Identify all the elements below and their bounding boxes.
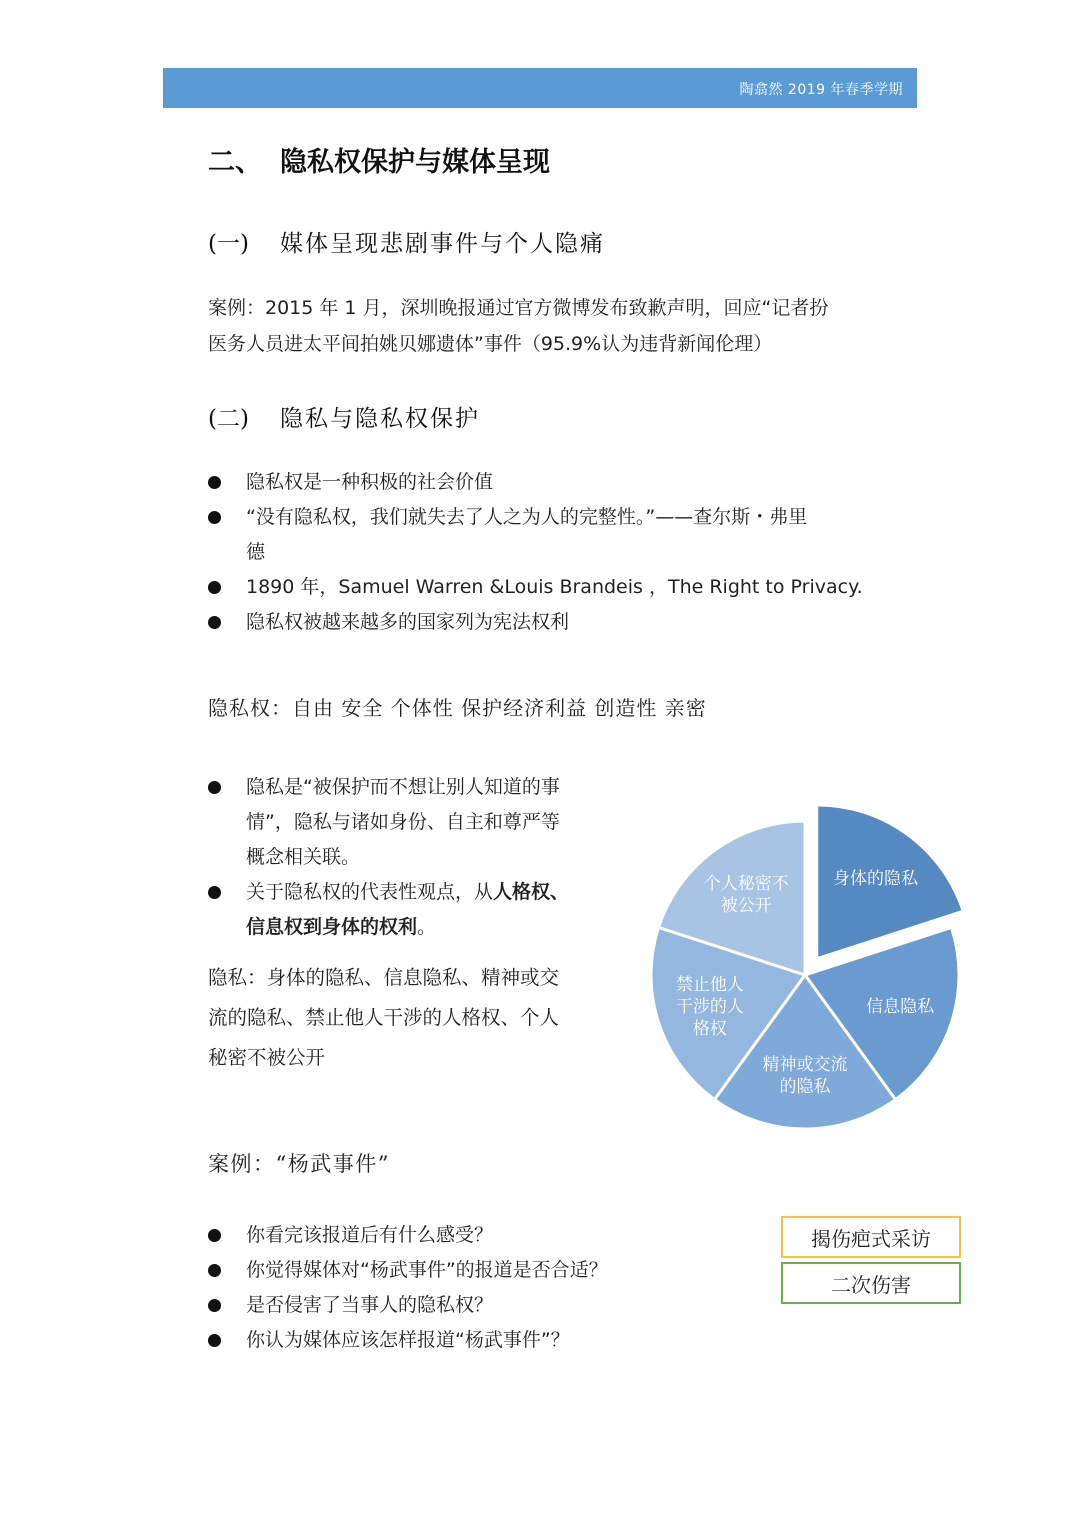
definition-line: 秘密不被公开 xyxy=(208,1046,326,1069)
pie-slice-label: 信息隐私 xyxy=(866,996,935,1017)
bullet-icon xyxy=(208,511,221,524)
tag-box-secondary-harm: 二次伤害 xyxy=(781,1262,961,1304)
section-number: 二、 xyxy=(208,147,262,178)
privacy-bullet-list xyxy=(208,465,920,640)
definition-line: 流的隐私、禁止他人干涉的人格权、个人 xyxy=(208,1006,560,1029)
list-item-text: 隐私权是一种积极的社会价值 xyxy=(246,471,494,493)
privacy-definition xyxy=(208,958,628,1078)
case-line-1: 案例：2015 年 1 月，深圳晚报通过官方微博发布致歉声明，回应“记者扮 xyxy=(208,297,829,319)
question-text: 你认为媒体应该怎样报道“杨武事件”？ xyxy=(246,1329,570,1351)
bullet-icon xyxy=(208,781,221,794)
pie-slice-label: 精神或交流的隐私 xyxy=(762,1055,848,1097)
bullet-icon xyxy=(208,476,221,489)
pie-slice-label: 禁止他人干涉的人格权 xyxy=(675,974,744,1039)
privacy-values-line: 隐私权：自由 安全 个体性 保护经济利益 创造性 亲密 xyxy=(208,696,707,720)
bullet-icon xyxy=(208,1299,221,1312)
list-item xyxy=(208,770,618,875)
bullet-icon xyxy=(208,1334,221,1347)
subheading-2-number: (二) xyxy=(208,406,249,432)
bold-text: 信息权到身体的权利 xyxy=(246,916,418,938)
subheading-1 xyxy=(208,225,605,258)
list-item-line: 隐私是“被保护而不想让别人知道的事 xyxy=(246,776,560,798)
privacy-pie-chart xyxy=(640,795,980,1145)
section-title: 隐私权保护与媒体呈现 xyxy=(280,147,550,178)
list-item xyxy=(208,875,618,945)
list-item-line: 概念相关联。 xyxy=(246,846,361,868)
bullet-icon xyxy=(208,1229,221,1242)
bullet-icon xyxy=(208,886,221,899)
case-line-2: 医务人员进太平间拍姚贝娜遗体”事件（95.9%认为违背新闻伦理） xyxy=(208,333,773,355)
question-list xyxy=(208,1218,768,1358)
question-text: 你觉得媒体对“杨武事件”的报道是否合适？ xyxy=(246,1259,608,1281)
pie-slice-label: 个人秘密不被公开 xyxy=(703,874,789,917)
bold-text: 人格权、 xyxy=(493,881,570,903)
list-item-text-continued: 德 xyxy=(246,541,266,563)
section-heading xyxy=(208,140,550,179)
list-item-text: 隐私权被越来越多的国家列为宪法权利 xyxy=(246,611,570,633)
list-item xyxy=(208,465,920,500)
subheading-2-title: 隐私与隐私权保护 xyxy=(280,406,480,432)
bullet-icon xyxy=(208,616,221,629)
tag-box-interview: 揭伤疤式采访 xyxy=(781,1216,961,1258)
question-text: 你看完该报道后有什么感受？ xyxy=(246,1224,494,1246)
list-item xyxy=(208,570,920,605)
pie-slice-label: 身体的隐私 xyxy=(833,868,919,889)
bullet-icon xyxy=(208,1264,221,1277)
case-paragraph xyxy=(208,290,920,362)
list-item-text: 关于隐私权的代表性观点，从 xyxy=(246,881,494,903)
privacy-concept-list xyxy=(208,770,618,945)
list-item xyxy=(208,1253,768,1288)
list-item xyxy=(208,1218,768,1253)
header-bar xyxy=(163,68,917,108)
list-item-text: 。 xyxy=(417,916,437,938)
list-item xyxy=(208,500,920,570)
list-item-text: 1890 年，Samuel Warren &Louis Brandeis ，The Right to Privacy. xyxy=(246,576,863,598)
header-text: 陶翕然 2019 年春季学期 xyxy=(739,82,903,98)
list-item-text: “没有隐私权，我们就失去了人之为人的完整性。”——查尔斯・弗里 xyxy=(246,506,808,528)
subheading-1-title: 媒体呈现悲剧事件与个人隐痛 xyxy=(280,231,605,257)
case-2-heading: 案例：“杨武事件” xyxy=(208,1152,390,1176)
list-item xyxy=(208,605,920,640)
pie-chart-svg xyxy=(640,795,980,1145)
subheading-1-number: (一) xyxy=(208,231,249,257)
list-item-line: 情”，隐私与诸如身份、自主和尊严等 xyxy=(246,811,560,833)
list-item xyxy=(208,1288,768,1323)
question-text: 是否侵害了当事人的隐私权？ xyxy=(246,1294,494,1316)
subheading-2 xyxy=(208,400,480,433)
list-item xyxy=(208,1323,768,1358)
definition-line: 隐私：身体的隐私、信息隐私、精神或交 xyxy=(208,966,560,989)
bullet-icon xyxy=(208,581,221,594)
